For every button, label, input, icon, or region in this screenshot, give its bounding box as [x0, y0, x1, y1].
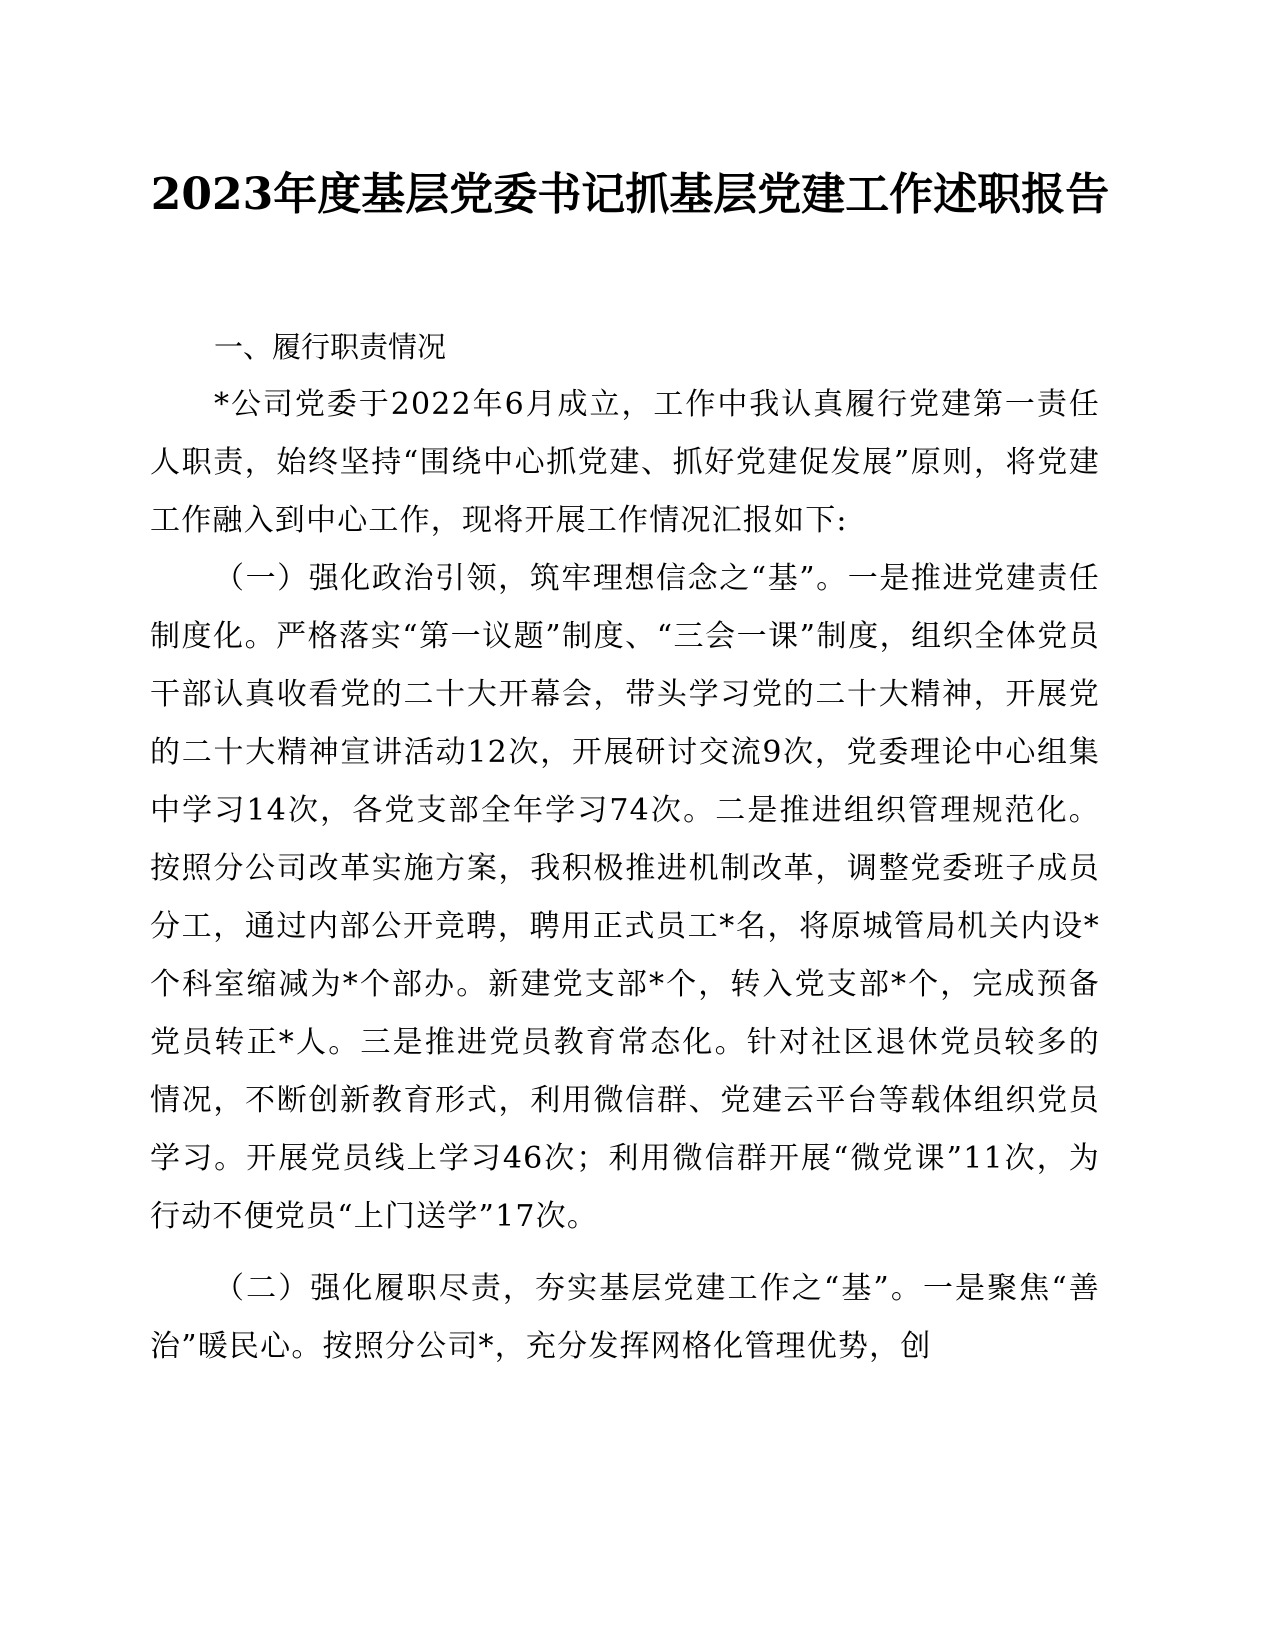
section-heading: 一、履行职责情况 [214, 330, 447, 364]
document-title: 2023年度基层党委书记抓基层党建工作述职报告 [150, 169, 1110, 220]
document-body [150, 318, 1100, 1376]
section-2-paragraph: （二）强化履职尽责，夯实基层党建工作之“基”。一是聚焦“善治”暖民心。按照分公司*，充分发挥网格化管理优势，创 [150, 1271, 1100, 1364]
intro-paragraph: *公司党委于2022年6月成立，工作中我认真履行党建第一责任人职责，始终坚持“围绕中心抓党建、抓好党建促发展”原则，将党建工作融入到中心工作，现将开展工作情况汇报如下: [150, 387, 1100, 538]
section-1-paragraph: （一）强化政治引领，筑牢理想信念之“基”。一是推进党建责任制度化。严格落实“第一议题”制度、“三会一课”制度，组织全体党员干部认真收看党的二十大开幕会，带头学习党的二十大精神，开展党的二十大精神宣讲活动12次，开展研讨交流9次，党委理论中心组集中学习14次，各党支部全年学习74次。二是推进组织管理规范化。按照分公司改革实施方案，我积极推进机制改革，调整党委班子成员分工，通过内部公开竞聘，聘用正式员工*名，将原城管局机关内设*个科室缩减为*个部办。新建党支部*个，转入党支部*个，完成预备党员转正*人。三是推进党员教育常态化。针对社区退休党员较多的情况，不断创新教育形式，利用微信群、党建云平台等载体组织党员学习。开展党员线上学习46次；利用微信群开展“微党课”11次，为行动不便党员“上门送学”17次。 [150, 561, 1100, 1234]
